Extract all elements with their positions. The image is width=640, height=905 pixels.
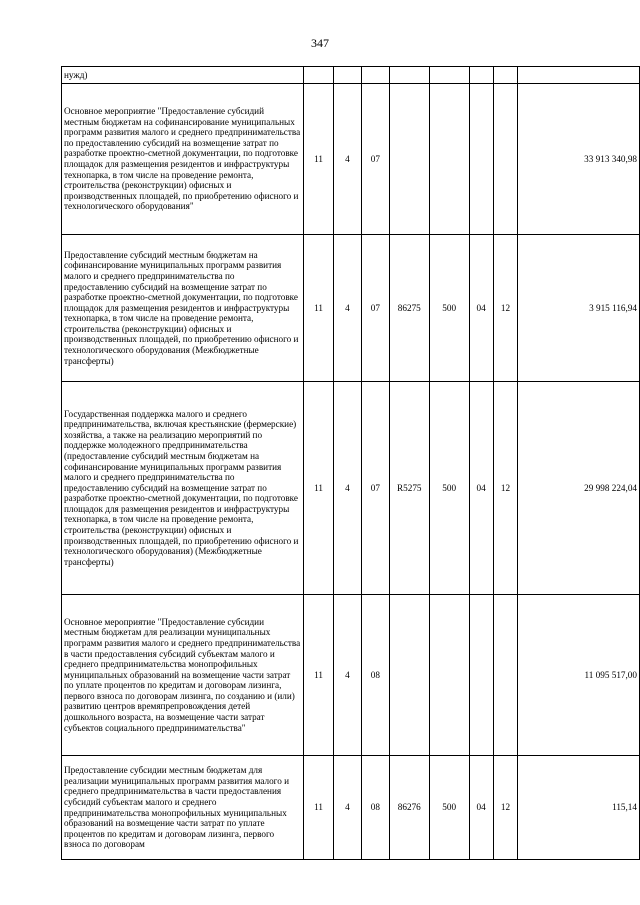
cell-code-6 xyxy=(469,67,493,84)
cell-code-6: 04 xyxy=(469,382,493,595)
cell-code-1 xyxy=(304,67,334,84)
cell-sum: 11 095 517,00 xyxy=(518,595,640,756)
page-number: 347 xyxy=(311,36,329,50)
cell-code-6 xyxy=(469,84,493,235)
row-name: Основное мероприятие "Предоставление субсидии местным бюджетам для реализации муниципальных программ развития малого и среднего предпринимательства в части предоставления субсидий субъектам малого и среднего предпринимательства монопрофильных муниципальных образований на возмещение части затрат по уплате процентов по кредитам и договорам лизинга, первого взноса по договорам лизинга, по созданию и (или) развитию центров времяпрепровождения детей дошкольного возраста, на возмещение части затрат субъектов социального предпринимательства" xyxy=(62,595,304,756)
table-row xyxy=(62,235,640,382)
cell-code-7: 12 xyxy=(493,235,518,382)
cell-code-6: 04 xyxy=(469,235,493,382)
cell-code-3: 08 xyxy=(361,756,389,860)
cell-code-7 xyxy=(493,67,518,84)
cell-code-4 xyxy=(389,67,429,84)
cell-code-4: 86276 xyxy=(389,756,429,860)
row-name: Предоставление субсидий местным бюджетам на софинансирование муниципальных программ развития малого и среднего предпринимательства по предоставлению субсидий на возмещение затрат по разработке проектно-сметной документации, по подготовке площадок для размещения резидентов и инфраструктуры технопарка, в том числе на проведение ремонта, строительства (реконструкции) офисных и производственных площадей, по приобретению офисного и технологического оборудования (Межбюджетные трансферты) xyxy=(62,235,304,382)
row-name: Основное мероприятие "Предоставление субсидий местным бюджетам на софинансирование муниципальных программ развития малого и среднего предпринимательства по предоставлению субсидий на возмещение затрат по разработке проектно-сметной документации, по подготовке площадок для размещения резидентов и инфраструктуры технопарка, в том числе на проведение ремонта, строительства (реконструкции) офисных и производственных площадей, по приобретению офисного и технологического оборудования" xyxy=(62,84,304,235)
cell-code-2: 4 xyxy=(334,84,362,235)
cell-code-3: 07 xyxy=(361,84,389,235)
row-name: Предоставление субсидии местным бюджетам для реализации муниципальных программ развития малого и среднего предпринимательства в части предоставления субсидий субъектам малого и среднего предпринимательства монопрофильных муниципальных образований на возмещение части затрат по уплате процентов по кредитам и договорам лизинга, первого взноса по договорам xyxy=(62,756,304,860)
cell-code-5: 500 xyxy=(429,235,469,382)
cell-code-5 xyxy=(429,67,469,84)
table-row xyxy=(62,84,640,235)
cell-code-7 xyxy=(493,84,518,235)
cell-code-4 xyxy=(389,595,429,756)
budget-table xyxy=(61,66,640,860)
cell-code-1: 11 xyxy=(304,595,334,756)
table-row xyxy=(62,595,640,756)
cell-code-1: 11 xyxy=(304,756,334,860)
cell-code-1: 11 xyxy=(304,382,334,595)
cell-code-5 xyxy=(429,595,469,756)
cell-code-7 xyxy=(493,595,518,756)
table-row xyxy=(62,756,640,860)
cell-code-2: 4 xyxy=(334,382,362,595)
cell-code-4: R5275 xyxy=(389,382,429,595)
cell-sum: 115,14 xyxy=(518,756,640,860)
cell-code-5: 500 xyxy=(429,382,469,595)
cell-code-2: 4 xyxy=(334,756,362,860)
cell-code-7: 12 xyxy=(493,382,518,595)
table-row xyxy=(62,382,640,595)
cell-sum xyxy=(518,67,640,84)
cell-code-5 xyxy=(429,84,469,235)
cell-sum: 33 913 340,98 xyxy=(518,84,640,235)
cell-code-6 xyxy=(469,595,493,756)
row-name: нужд) xyxy=(62,67,304,84)
cell-code-4: 86275 xyxy=(389,235,429,382)
cell-code-5: 500 xyxy=(429,756,469,860)
cell-sum: 3 915 116,94 xyxy=(518,235,640,382)
table-row xyxy=(62,67,640,84)
cell-code-4 xyxy=(389,84,429,235)
cell-code-6: 04 xyxy=(469,756,493,860)
cell-code-3: 08 xyxy=(361,595,389,756)
budget-table-body xyxy=(62,67,640,860)
row-name: Государственная поддержка малого и среднего предпринимательства, включая крестьянские (фермерские) хозяйства, а также на реализацию мероприятий по поддержке молодежного предпринимательства (предоставление субсидий местным бюджетам на софинансирование муниципальных программ развития малого и среднего предпринимательства по предоставлению субсидий на возмещение затрат по разработке проектно-сметной документации, по подготовке площадок для размещения резидентов и инфраструктуры технопарка, в том числе на проведение ремонта, строительства (реконструкции) офисных и производственных площадей, по приобретению офисного и технологического оборудования) (Межбюджетные трансферты) xyxy=(62,382,304,595)
cell-code-3 xyxy=(361,67,389,84)
cell-sum: 29 998 224,04 xyxy=(518,382,640,595)
cell-code-1: 11 xyxy=(304,84,334,235)
cell-code-3: 07 xyxy=(361,382,389,595)
cell-code-2: 4 xyxy=(334,235,362,382)
cell-code-3: 07 xyxy=(361,235,389,382)
cell-code-7: 12 xyxy=(493,756,518,860)
cell-code-2: 4 xyxy=(334,595,362,756)
cell-code-2 xyxy=(334,67,362,84)
cell-code-1: 11 xyxy=(304,235,334,382)
